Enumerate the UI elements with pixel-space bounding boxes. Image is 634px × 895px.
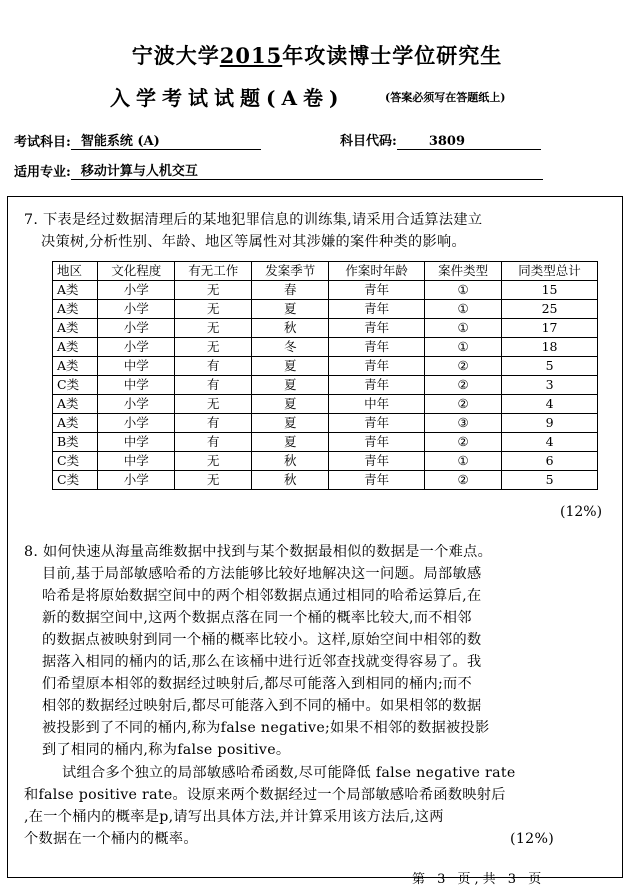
table-cell: 4	[502, 395, 598, 414]
q8-line: 哈希是将原始数据空间中的两个相邻数据点通过相同的哈希运算后,在	[42, 588, 482, 604]
table-cell: 夏	[252, 300, 329, 319]
table-cell: 3	[502, 376, 598, 395]
table-row	[53, 338, 598, 357]
table-cell: A类	[53, 281, 98, 300]
q8-line: 8. 如何快速从海量高维数据中找到与某个数据最相似的数据是一个难点。	[24, 544, 493, 560]
table-cell: 小学	[98, 319, 175, 338]
table-cell: 夏	[252, 357, 329, 376]
table-cell: 夏	[252, 395, 329, 414]
table-header-row	[53, 262, 598, 281]
table-cell: 中年	[329, 395, 425, 414]
table-body	[53, 281, 598, 490]
subject-value: 智能系统 (A)	[71, 130, 261, 150]
code-label: 科目代码:	[340, 134, 397, 149]
question-7-text	[24, 209, 614, 253]
table-cell: 青年	[329, 300, 425, 319]
table-cell: A类	[53, 338, 98, 357]
table-cell: 中学	[98, 452, 175, 471]
q8-line: 们希望原本相邻的数据经过映射后,都尽可能落入到相同的桶内;而不	[42, 676, 473, 692]
table-cell: 中学	[98, 357, 175, 376]
table-cell: 小学	[98, 281, 175, 300]
major-row	[14, 160, 543, 180]
table-cell: 有	[175, 414, 252, 433]
table-cell: 6	[502, 452, 598, 471]
table-cell: B类	[53, 433, 98, 452]
table-header-cell: 地区	[53, 262, 98, 281]
table-row	[53, 357, 598, 376]
table-row	[53, 281, 598, 300]
table-cell: A类	[53, 414, 98, 433]
q8-line: 据落入相同的桶内的话,那么在该桶中进行近邻查找就变得容易了。我	[42, 654, 482, 670]
table-cell: 5	[502, 357, 598, 376]
table-cell: 青年	[329, 433, 425, 452]
table-cell: A类	[53, 357, 98, 376]
q8-line: 的数据点被映射到同一个桶的概率比较小。这样,原始空间中相邻的数	[42, 632, 482, 648]
table-cell: 秋	[252, 471, 329, 490]
table-header-cell: 案件类型	[425, 262, 502, 281]
table-cell: 小学	[98, 471, 175, 490]
q8-task-line: ,在一个桶内的概率是p,请写出具体方法,并计算采用该方法后,这两	[24, 809, 444, 825]
table-cell: 有	[175, 376, 252, 395]
table-cell: 夏	[252, 376, 329, 395]
q8-score: (12%)	[510, 831, 555, 847]
table-cell: 无	[175, 471, 252, 490]
page-number: 第 3 页,共 3 页	[412, 872, 546, 887]
table-cell: ②	[425, 357, 502, 376]
q8-line: 相邻的数据经过映射后,都尽可能落入到不同的桶中。如果相邻的数据	[42, 698, 482, 714]
subject-label: 考试科目:	[14, 135, 71, 150]
q7-line-1: 7. 下表是经过数据清理后的某地犯罪信息的训练集,请采用合适算法建立	[24, 212, 483, 228]
q8-line: 到了相同的桶内,称为false positive。	[42, 742, 291, 758]
table-cell: 夏	[252, 433, 329, 452]
table-cell: 小学	[98, 395, 175, 414]
table-cell: 秋	[252, 319, 329, 338]
table-cell: 春	[252, 281, 329, 300]
table-cell: 18	[502, 338, 598, 357]
table-cell: 青年	[329, 414, 425, 433]
exam-note: (答案必须写在答题纸上)	[385, 91, 506, 104]
table-cell: 无	[175, 338, 252, 357]
table-cell: 无	[175, 452, 252, 471]
q7-line-2: 决策树,分析性别、年龄、地区等属性对其涉嫌的案件种类的影响。	[41, 234, 466, 250]
table-cell: 秋	[252, 452, 329, 471]
table-row	[53, 376, 598, 395]
table-header-cell: 有无工作	[175, 262, 252, 281]
code-row	[340, 130, 541, 150]
table-row	[53, 452, 598, 471]
q8-line: 被投影到了不同的桶内,称为false negative;如果不相邻的数据被投影	[42, 720, 490, 736]
title-suffix: 年攻读博士学位研究生	[282, 43, 503, 68]
table-cell: 中学	[98, 376, 175, 395]
table-cell: ①	[425, 300, 502, 319]
table-cell: 青年	[329, 357, 425, 376]
table-cell: 青年	[329, 452, 425, 471]
subject-row	[14, 130, 261, 150]
title-year: 2015	[219, 43, 283, 68]
crime-data-table	[52, 261, 598, 490]
table-cell: 小学	[98, 300, 175, 319]
table-cell: 无	[175, 395, 252, 414]
table-cell: 青年	[329, 471, 425, 490]
table-cell: 15	[502, 281, 598, 300]
table-cell: ②	[425, 376, 502, 395]
table-cell: 无	[175, 300, 252, 319]
table-cell: 无	[175, 319, 252, 338]
table-header-cell: 作案时年龄	[329, 262, 425, 281]
table-cell: ③	[425, 414, 502, 433]
q8-line: 目前,基于局部敏感哈希的方法能够比较好地解决这一问题。局部敏感	[42, 566, 482, 582]
q8-task-line: 试组合多个独立的局部敏感哈希函数,尽可能降低 false negative rate	[62, 765, 516, 781]
table-cell: 小学	[98, 338, 175, 357]
q7-score: (12%)	[560, 504, 603, 520]
table-cell: A类	[53, 319, 98, 338]
table-cell: 有	[175, 357, 252, 376]
table-cell: 青年	[329, 281, 425, 300]
table-cell: 4	[502, 433, 598, 452]
exam-title: 入学考试试题(A卷)	[110, 86, 345, 110]
table-row	[53, 300, 598, 319]
table-cell: 青年	[329, 338, 425, 357]
table-row	[53, 319, 598, 338]
table-cell: 夏	[252, 414, 329, 433]
table-cell: ②	[425, 395, 502, 414]
table-cell: 25	[502, 300, 598, 319]
question-8-task	[24, 762, 618, 850]
table-cell: C类	[53, 452, 98, 471]
table-cell: ①	[425, 319, 502, 338]
table-cell: 青年	[329, 319, 425, 338]
table-header-cell: 同类型总计	[502, 262, 598, 281]
major-value: 移动计算与人机交互	[71, 160, 543, 180]
table-cell: 无	[175, 281, 252, 300]
table-cell: 中学	[98, 433, 175, 452]
table-cell: C类	[53, 376, 98, 395]
table-cell: A类	[53, 300, 98, 319]
table-cell: 17	[502, 319, 598, 338]
q8-line: 新的数据空间中,这两个数据点落在同一个桶的概率比较大,而不相邻	[42, 610, 472, 626]
table-row	[53, 414, 598, 433]
table-cell: 5	[502, 471, 598, 490]
table-header-cell: 发案季节	[252, 262, 329, 281]
table-cell: ②	[425, 471, 502, 490]
table-cell: 小学	[98, 414, 175, 433]
major-label: 适用专业:	[14, 165, 71, 180]
document-title	[0, 40, 634, 70]
table-cell: 冬	[252, 338, 329, 357]
title-prefix: 宁波大学	[131, 43, 220, 68]
code-value: 3809	[397, 134, 541, 150]
table-cell: ②	[425, 433, 502, 452]
table-header-cell: 文化程度	[98, 262, 175, 281]
table-cell: 有	[175, 433, 252, 452]
table-cell: A类	[53, 395, 98, 414]
table-row	[53, 471, 598, 490]
table-cell: 9	[502, 414, 598, 433]
q8-task-line: 和false positive rate。设原来两个数据经过一个局部敏感哈希函数映射后	[24, 787, 506, 803]
table-cell: ①	[425, 281, 502, 300]
table-cell: 青年	[329, 376, 425, 395]
q8-task-line: 个数据在一个桶内的概率。	[24, 831, 198, 847]
question-8-text	[24, 541, 616, 761]
table-cell: ①	[425, 338, 502, 357]
table-row	[53, 433, 598, 452]
table-cell: ①	[425, 452, 502, 471]
table-cell: C类	[53, 471, 98, 490]
table-row	[53, 395, 598, 414]
